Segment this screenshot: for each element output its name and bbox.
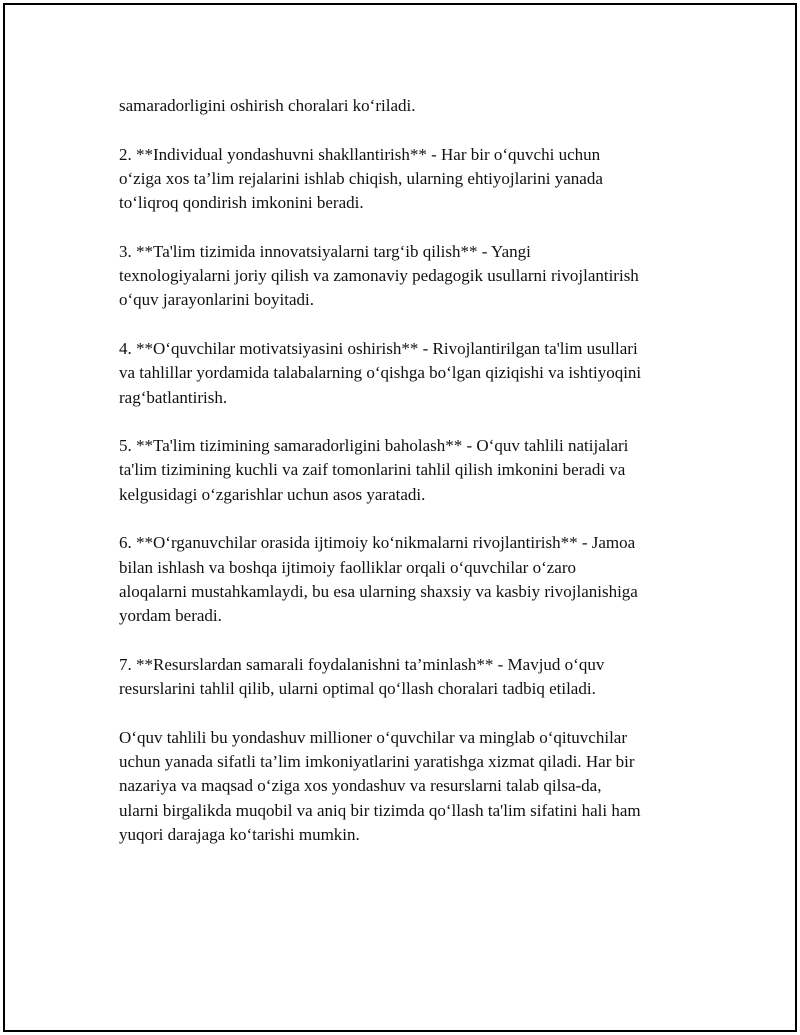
paragraph-item-3 [119,240,699,313]
text-line: o‘ziga xos ta’lim rejalarini ishlab chiqish, ularning ehtiyojlarini yanada [119,168,603,188]
text-line: rag‘batlantirish. [119,387,228,407]
text-line: bilan ishlash va boshqa ijtimoiy faolliklar orqali o‘quvchilar o‘zaro [119,557,576,577]
paragraph-continuation [119,94,699,118]
text-line: resurslarini tahlil qilib, ularni optimal qo‘llash choralari tadbiq etiladi. [119,679,596,699]
text-line: O‘quv tahlili bu yondashuv millioner o‘quvchilar va minglab o‘qituvchilar [119,727,628,747]
paragraph-conclusion [119,726,699,847]
text-line: samaradorligini oshirish choralari ko‘riladi. [119,96,416,115]
text-line: kelgusidagi o‘zgarishlar uchun asos yaratadi. [119,484,426,504]
text-line: o‘quv jarayonlarini boyitadi. [119,290,314,310]
paragraph-item-4 [119,337,699,410]
text-line: 2. **Individual yondashuvni shakllantirish** - Har bir o‘quvchi uchun [119,144,601,164]
text-line: 3. **Ta'lim tizimida innovatsiyalarni targ‘ib qilish** - Yangi [119,241,531,261]
text-line: uchun yanada sifatli ta’lim imkoniyatlarini yaratishga xizmat qiladi. Har bir [119,752,635,772]
text-line: 4. **O‘quvchilar motivatsiyasini oshirish** - Rivojlantirilgan ta'lim usullari [119,338,638,358]
text-line: yordam beradi. [119,606,222,626]
text-line: 7. **Resurslardan samarali foydalanishni ta’minlash** - Mavjud o‘quv [119,654,605,674]
text-line: va tahlillar yordamida talabalarning o‘qishga bo‘lgan qiziqishi va ishtiyoqini [119,363,642,383]
text-line: nazariya va maqsad o‘ziga xos yondashuv va resurslarni talab qilsa-da, [119,776,602,796]
text-line: texnologiyalarni joriy qilish va zamonaviy pedagogik usullarni rivojlantirish [119,266,639,286]
document-body [119,94,699,872]
text-line: 6. **O‘rganuvchilar orasida ijtimoiy ko‘nikmalarni rivojlantirish** - Jamoa [119,533,636,553]
document-page [3,3,797,1032]
paragraph-item-7 [119,653,699,702]
paragraph-item-6 [119,531,699,628]
text-line: yuqori darajaga ko‘tarishi mumkin. [119,824,360,844]
text-line: 5. **Ta'lim tizimining samaradorligini baholash** - O‘quv tahlili natijalari [119,436,629,456]
text-line: ularni birgalikda muqobil va aniq bir tizimda qo‘llash ta'lim sifatini hali ham [119,800,641,820]
text-line: aloqalarni mustahkamlaydi, bu esa ularning shaxsiy va kasbiy rivojlanishiga [119,581,638,601]
text-line: to‘liqroq qondirish imkonini beradi. [119,193,364,213]
paragraph-item-5 [119,434,699,507]
text-line: ta'lim tizimining kuchli va zaif tomonlarini tahlil qilish imkonini beradi va [119,460,626,480]
paragraph-item-2 [119,143,699,216]
